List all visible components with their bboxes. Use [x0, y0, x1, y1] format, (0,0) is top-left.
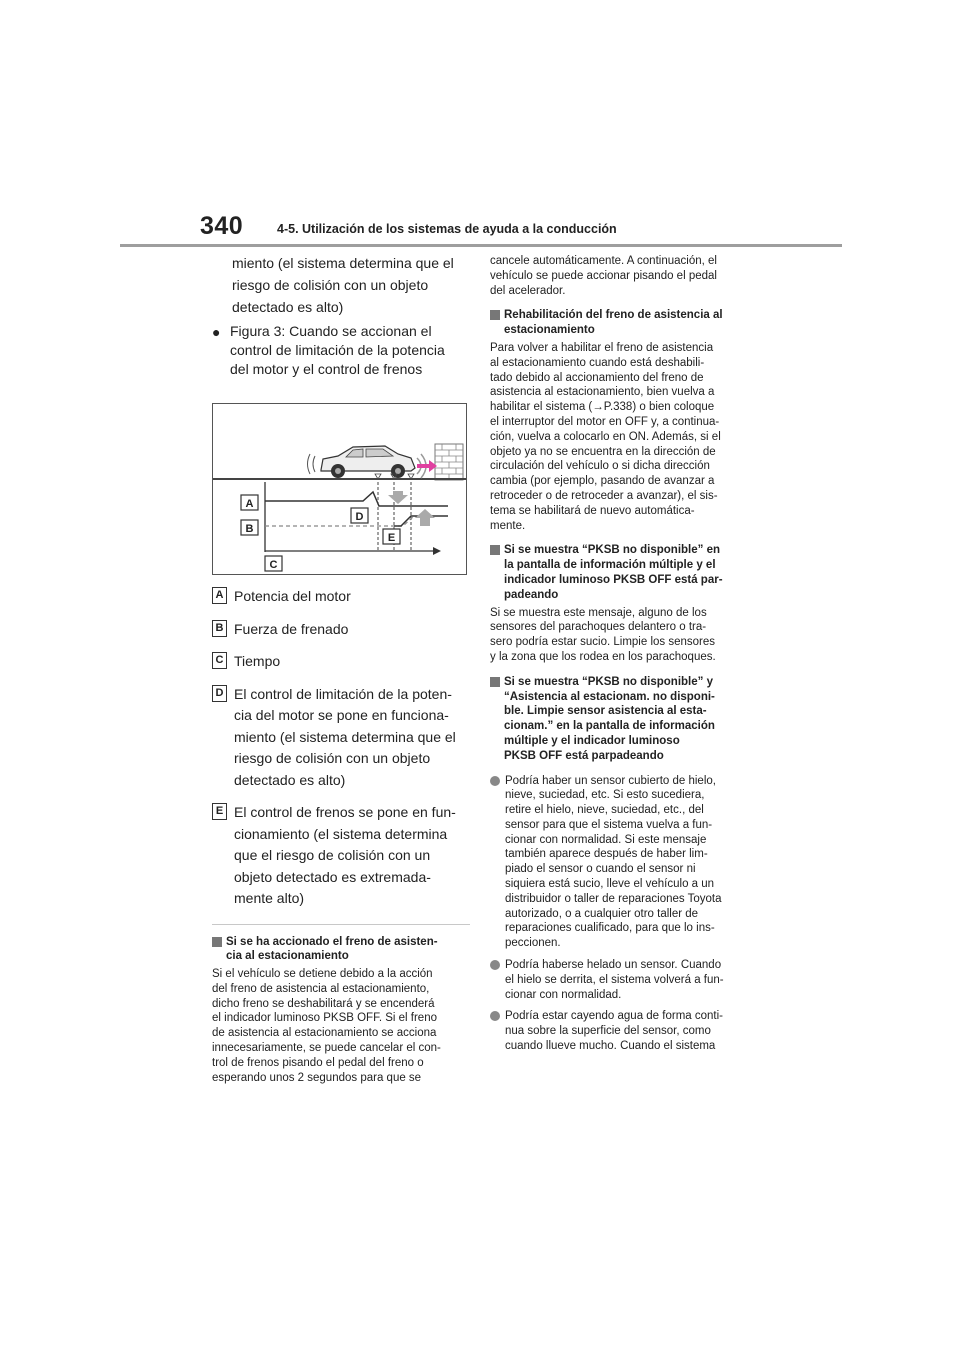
legend-item-b: [212, 619, 470, 641]
text-line: Podría estar cayendo agua de forma conti-: [505, 1010, 723, 1023]
text-line: cionamiento (el sistema determina: [234, 825, 448, 842]
continued-text: [212, 252, 470, 318]
text-line: autorizado, o a cualquier otro taller de: [505, 907, 699, 920]
label-a: A: [245, 498, 254, 510]
text-line: del motor y el control de frenos: [230, 361, 423, 377]
text-line: detectado es alto): [234, 771, 346, 788]
down-arrow-icon: [388, 491, 408, 504]
diagram-svg: [213, 404, 466, 574]
text-line: PKSB OFF está parpadeando: [504, 749, 664, 762]
label-d: D: [355, 511, 364, 523]
list-item: [490, 1009, 754, 1053]
section-body: [490, 341, 754, 533]
legend-text: [227, 651, 280, 673]
text-line: Figura 3: Cuando se accionan el: [230, 323, 432, 339]
list-item: [490, 774, 754, 952]
bullet-dot-icon: ●: [212, 324, 221, 340]
text-line: dicho freno se deshabilitará y se encenderá: [212, 997, 435, 1010]
header-rule: [120, 244, 842, 247]
wall-icon: [435, 444, 463, 480]
time-arrow-icon: [433, 547, 441, 555]
text-line: del acelerador.: [490, 284, 566, 297]
text-line: objeto ya no se encuentra en la dirección de: [490, 445, 716, 458]
text-line: del freno de asistencia al estacionamiento,: [212, 982, 430, 995]
text-line: “Asistencia al estacionam. no disponi-: [504, 690, 715, 703]
section-body: [490, 606, 754, 665]
legend-letter: A: [212, 587, 227, 604]
text-line: Si se muestra “PKSB no disponible” y: [504, 675, 713, 688]
text-line: múltiple y el indicador luminoso: [504, 734, 680, 747]
text-line: esperando unos 2 segundos para que se: [212, 1071, 422, 1084]
text-line: sensor para que el sistema vuelva a fun-: [505, 818, 713, 831]
square-marker-icon: [490, 677, 500, 687]
text-line: también aparece después de haber lim-: [505, 848, 708, 861]
text-line: cambia (por ejemplo, pasando de avanzar a: [490, 475, 715, 488]
legend-letter: C: [212, 652, 227, 669]
section-heading-clean-sensor: [490, 675, 754, 764]
text-line: cionar con normalidad.: [505, 988, 622, 1001]
section-heading-rehabilitation: [490, 308, 754, 338]
text-line: Si se muestra este mensaje, alguno de los: [490, 606, 707, 619]
text-line: Podría haberse helado un sensor. Cuando: [505, 959, 722, 972]
text-line: riesgo de colisión con un objeto: [232, 277, 429, 293]
text-line: distribuidor o taller de reparaciones Toyota: [505, 892, 722, 905]
section-heading-pksb-unavailable: [490, 543, 754, 602]
text-line: la pantalla de información múltiple y el: [504, 559, 716, 572]
legend-item-d: [212, 684, 470, 792]
text-line: miento (el sistema determina que el: [232, 255, 454, 271]
up-arrow-icon: [415, 509, 435, 526]
text-line: nua sobre la superficie del sensor, como: [505, 1025, 711, 1038]
section-body: [212, 967, 470, 1085]
legend-text: [227, 619, 348, 641]
text-line: El control de frenos se pone en fun-: [234, 804, 456, 820]
text-line: innecesariamente, se puede cancelar el con-: [212, 1042, 441, 1055]
bullet-circle-icon: [490, 960, 500, 970]
text-line: control de limitación de la potencia: [230, 342, 445, 358]
text-line: miento (el sistema determina que el: [234, 728, 456, 745]
text-line: vehículo se puede accionar pisando el pedal: [490, 269, 717, 282]
text-line: el indicador luminoso PKSB OFF. Si el freno: [212, 1012, 437, 1025]
continued-text: [490, 254, 754, 298]
section-title: 4-5. Utilización de los sistemas de ayuda a la conducción: [277, 222, 617, 236]
text-line: ble. Limpie sensor asistencia al esta-: [504, 705, 707, 718]
text-line: padeando: [504, 588, 559, 601]
page-number: 340: [200, 212, 244, 240]
text-line: y la zona que los rodea en los parachoques.: [490, 650, 716, 663]
text-line: riesgo de colisión con un objeto: [234, 750, 431, 766]
text-line: asistencia al estacionamiento, bien vuelva a: [490, 386, 715, 399]
text-line: Si el vehículo se detiene debido a la acción: [212, 968, 433, 981]
text-line: detectado es alto): [232, 299, 344, 315]
section-heading-assist-activated: [212, 935, 470, 965]
text-line: Podría haber un sensor cubierto de hielo,: [505, 774, 716, 787]
figure-legend: [212, 586, 470, 910]
text-line: cia del motor se pone en funciona-: [234, 707, 449, 723]
text-line: reparaciones cualificado, para que lo ins-: [505, 922, 715, 935]
car-icon: [308, 446, 416, 478]
text-line: el interruptor del motor en OFF y, a continua-: [490, 415, 720, 428]
square-marker-icon: [212, 937, 222, 947]
braking-force-line: [265, 517, 425, 526]
legend-letter: D: [212, 685, 227, 702]
text-line: mente.: [490, 519, 526, 532]
text-line: Para volver a habilitar el freno de asistencia: [490, 341, 714, 354]
text-line: cancele automáticamente. A continuación, el: [490, 255, 717, 267]
list-item: [490, 958, 754, 1002]
text-line: el hielo se derrita, el sistema volverá a fun-: [505, 973, 724, 986]
figure-bullet: [212, 322, 470, 379]
section-divider: [212, 924, 470, 925]
legend-letter: E: [212, 803, 227, 820]
text-line: Tiempo: [234, 653, 281, 669]
text-line: retroceder o de retroceder a avanzar), el sis-: [490, 489, 718, 502]
square-marker-icon: [490, 545, 500, 555]
text-line: Si se ha accionado el freno de asisten-: [226, 935, 438, 948]
text-line: habilitar el sistema (→P.338) o bien coloque: [490, 401, 715, 414]
text-line: Fuerza de frenado: [234, 620, 349, 637]
label-e: E: [387, 532, 396, 544]
bullet-circle-icon: [490, 1011, 500, 1021]
text-line: que el riesgo de colisión con un: [234, 847, 431, 863]
text-line: Potencia del motor: [234, 588, 351, 604]
text-line: Rehabilitación del freno de asistencia al: [504, 309, 723, 322]
legend-item-c: [212, 651, 470, 673]
text-line: cionar con normalidad. Si este mensaje: [505, 833, 707, 846]
text-line: sero podría estar sucio. Limpie los sensores: [490, 636, 715, 649]
text-line: piado el sensor o cuando el sensor ni: [505, 863, 696, 876]
sensor-waves-icon: [417, 454, 437, 478]
text-line: ción, vuelva a colocarlo en ON. Además, si el: [490, 430, 721, 443]
text-line: de asistencia al estacionamiento se acciona: [212, 1027, 437, 1040]
text-line: estacionamiento: [504, 324, 595, 337]
text-line: retire el hielo, nieve, suciedad, etc., del: [505, 804, 704, 817]
text-line: El control de limitación de la poten-: [234, 685, 452, 702]
text-line: siquiera está sucio, lleve el vehículo a un: [505, 878, 715, 891]
text-line: sensores del parachoques delantero o tra-: [490, 621, 707, 634]
legend-text: [227, 802, 456, 910]
label-c: C: [269, 559, 278, 571]
text-line: mente alto): [234, 890, 305, 906]
figure-3-diagram: [212, 403, 467, 575]
text-line: nieve, suciedad, etc. Si esto sucediera,: [505, 789, 705, 802]
text-line: peccionen.: [505, 937, 561, 950]
text-line: indicador luminoso PKSB OFF está par-: [504, 573, 723, 586]
right-column: [490, 254, 754, 1054]
square-marker-icon: [490, 310, 500, 320]
bullet-circle-icon: [490, 776, 500, 786]
left-column: [212, 252, 470, 1085]
text-line: al estacionamiento cuando está deshabili-: [490, 356, 705, 369]
legend-text: [227, 586, 351, 608]
label-b: B: [245, 523, 254, 535]
text-line: cionam.” en la pantalla de información: [504, 720, 715, 733]
legend-item-e: [212, 802, 470, 910]
legend-text: [227, 684, 456, 792]
legend-item-a: [212, 586, 470, 608]
text-line: cia al estacionamiento: [226, 950, 349, 963]
text-line: objeto detectado es extremada-: [234, 868, 431, 885]
text-line: circulación del vehículo o si dicha dirección: [490, 460, 710, 473]
text-line: Si se muestra “PKSB no disponible” en: [504, 544, 720, 557]
text-line: trol de frenos pisando el pedal del freno o: [212, 1056, 424, 1069]
text-line: tema se habilitará de nuevo automática-: [490, 504, 695, 517]
text-line: tado debido al accionamiento del freno de: [490, 371, 704, 384]
engine-power-line: [265, 492, 448, 506]
text-line: cuando llueve mucho. Cuando el sistema: [505, 1040, 716, 1053]
legend-letter: B: [212, 620, 227, 637]
